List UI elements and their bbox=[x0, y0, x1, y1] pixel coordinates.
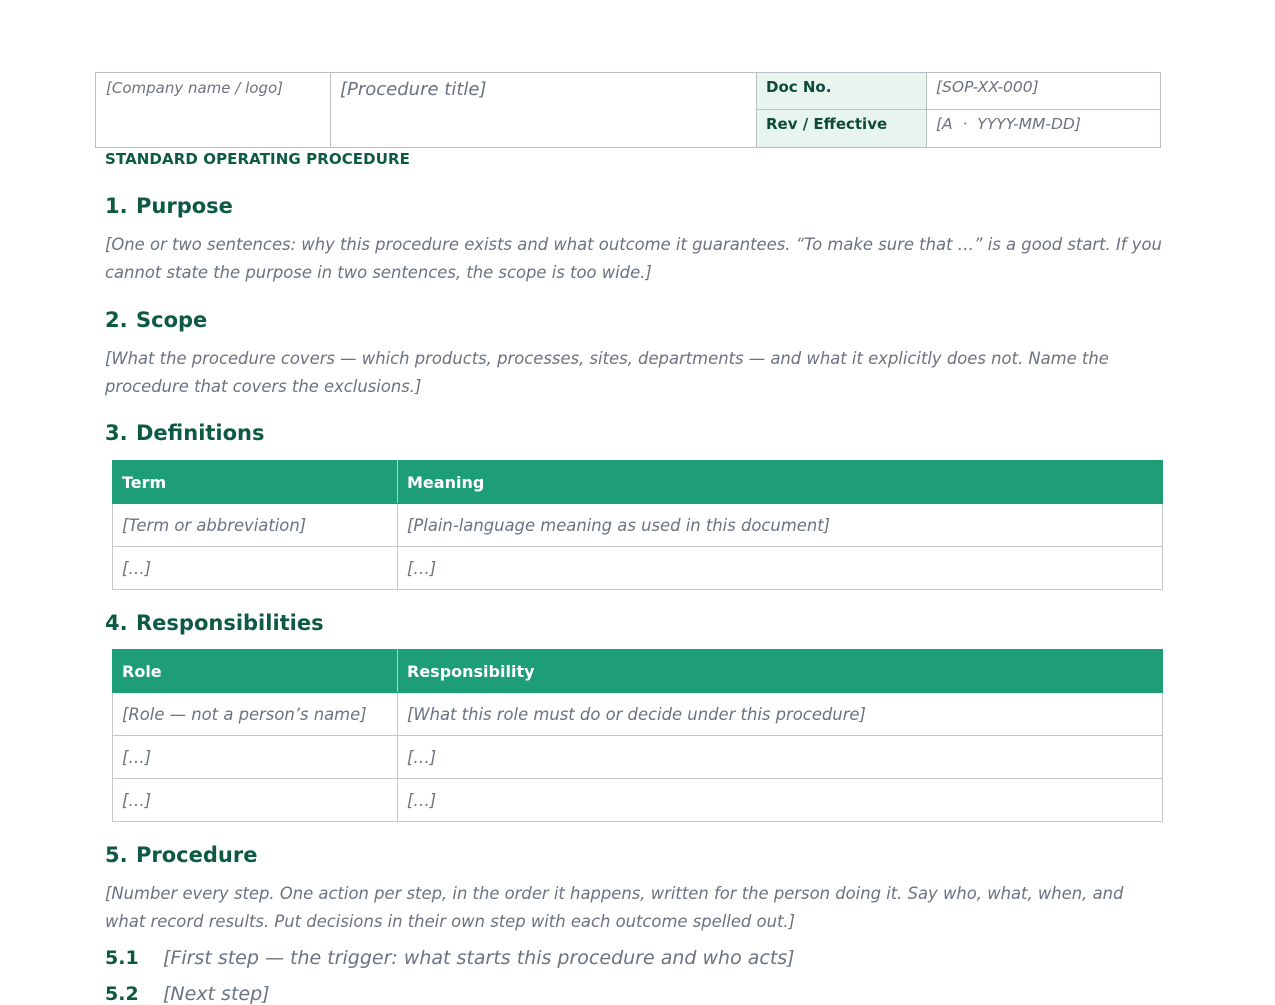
table-row bbox=[113, 504, 1163, 547]
scope-text: [What the procedure covers — which products, processes, sites, departments — and what it explicitly does not. Name the procedure that covers the exclusions.] bbox=[105, 349, 1109, 396]
document-type-label: STANDARD OPERATING PROCEDURE bbox=[105, 150, 410, 168]
section-number: 1. bbox=[105, 194, 128, 218]
table-cell: […] bbox=[398, 736, 1163, 779]
procedure-step bbox=[105, 947, 795, 969]
doc-no-value: [SOP-XX-000] bbox=[936, 78, 1039, 96]
document-header-table bbox=[95, 72, 1161, 148]
table-cell: [Role — not a person’s name] bbox=[113, 693, 398, 736]
section-title: Procedure bbox=[136, 843, 258, 867]
column-header-role: Role bbox=[113, 650, 398, 693]
responsibilities-table bbox=[112, 649, 1163, 822]
section-heading-scope bbox=[105, 308, 207, 332]
step-text: [First step — the trigger: what starts this procedure and who acts] bbox=[163, 947, 795, 969]
rev-value-cell bbox=[927, 110, 1160, 147]
table-cell: […] bbox=[398, 779, 1163, 822]
table-header-row bbox=[113, 650, 1163, 693]
section-number: 5. bbox=[105, 843, 128, 867]
section-heading-responsibilities bbox=[105, 611, 324, 635]
table-header-row bbox=[113, 461, 1163, 504]
procedure-title-placeholder: [Procedure title] bbox=[340, 79, 487, 100]
doc-no-label-cell bbox=[757, 73, 927, 110]
table-cell: [Plain-language meaning as used in this document] bbox=[398, 504, 1163, 547]
company-logo-cell bbox=[96, 73, 331, 147]
rev-label: Rev / Effective bbox=[766, 115, 888, 133]
section-title: Purpose bbox=[136, 194, 233, 218]
column-header-term: Term bbox=[113, 461, 398, 504]
section-number: 3. bbox=[105, 421, 128, 445]
column-header-responsibility: Responsibility bbox=[398, 650, 1163, 693]
step-text: [Next step] bbox=[163, 983, 270, 1005]
section-heading-procedure bbox=[105, 843, 257, 867]
rev-value: [A · YYYY-MM-DD] bbox=[936, 115, 1081, 133]
table-row bbox=[113, 693, 1163, 736]
doc-no-label: Doc No. bbox=[766, 78, 832, 96]
doc-no-value-cell bbox=[927, 73, 1160, 110]
definitions-table bbox=[112, 460, 1163, 590]
table-cell: [What this role must do or decide under this procedure] bbox=[398, 693, 1163, 736]
table-cell: […] bbox=[113, 779, 398, 822]
procedure-step bbox=[105, 983, 270, 1005]
section-number: 2. bbox=[105, 308, 128, 332]
company-placeholder: [Company name / logo] bbox=[106, 79, 284, 97]
table-row bbox=[113, 736, 1163, 779]
procedure-title-cell bbox=[331, 73, 757, 147]
purpose-text: [One or two sentences: why this procedure exists and what outcome it guarantees. “To make sure that …” is a good start. If you cannot state the purpose in two sentences, the scope is too wide.] bbox=[105, 235, 1162, 282]
section-title: Scope bbox=[136, 308, 208, 332]
rev-label-cell bbox=[757, 110, 927, 147]
table-row bbox=[113, 779, 1163, 822]
table-row bbox=[113, 547, 1163, 590]
column-header-meaning: Meaning bbox=[398, 461, 1163, 504]
section-number: 4. bbox=[105, 611, 128, 635]
table-cell: […] bbox=[398, 547, 1163, 590]
section-heading-definitions bbox=[105, 421, 265, 445]
table-cell: [Term or abbreviation] bbox=[113, 504, 398, 547]
step-number: 5.1 bbox=[105, 947, 139, 969]
step-number: 5.2 bbox=[105, 983, 139, 1005]
table-cell: […] bbox=[113, 736, 398, 779]
section-heading-purpose bbox=[105, 194, 233, 218]
procedure-text: [Number every step. One action per step, in the order it happens, written for the person doing it. Say who, what, when, and what record results. Put decisions in their own step with each outcome spelled out.] bbox=[105, 884, 1124, 931]
section-title: Definitions bbox=[136, 421, 265, 445]
table-cell: […] bbox=[113, 547, 398, 590]
section-title: Responsibilities bbox=[136, 611, 324, 635]
